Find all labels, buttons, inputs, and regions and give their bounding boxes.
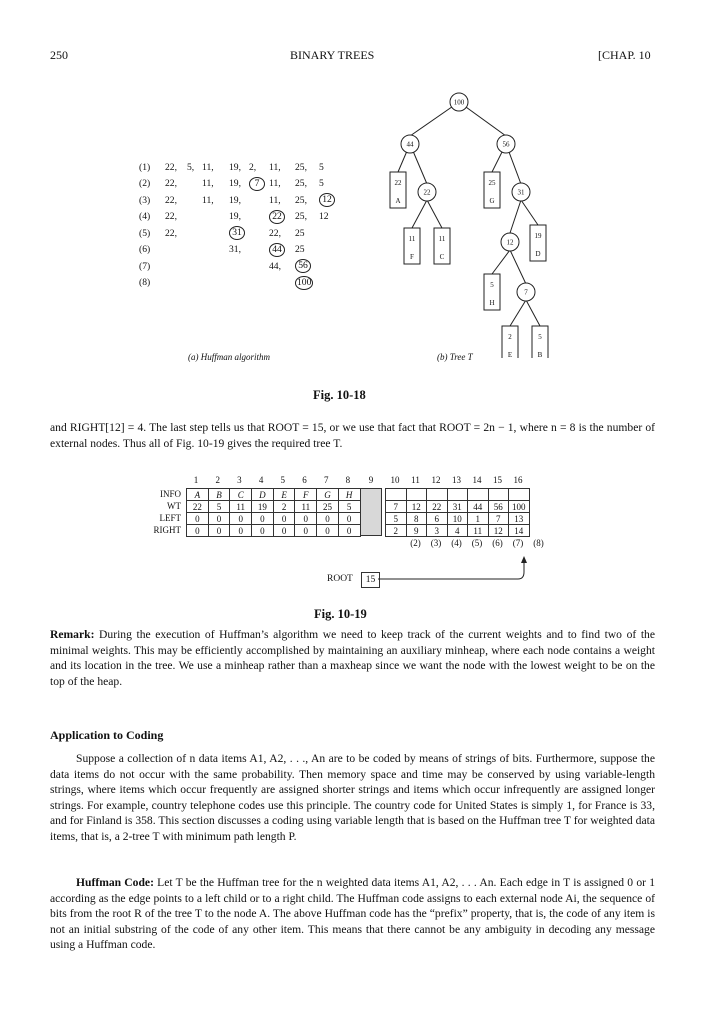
step-cell xyxy=(202,225,229,242)
table-cell: 0 xyxy=(295,525,317,537)
step-cell xyxy=(229,258,249,275)
step-label: (4) xyxy=(139,211,151,223)
step-cell xyxy=(249,242,269,259)
step-label: (2) xyxy=(139,178,151,190)
table-cell: 8 xyxy=(406,513,427,525)
leaf-G-weight: 25 xyxy=(488,179,496,187)
step-cell xyxy=(249,275,269,292)
table-cell: 0 xyxy=(252,513,274,525)
step-cell: 2, xyxy=(249,161,257,173)
table-cell: 14 xyxy=(509,525,530,537)
row-label: WT xyxy=(167,501,181,511)
column-number: 7 xyxy=(323,475,329,485)
table-cell: 22 xyxy=(427,501,448,513)
table-cell: E xyxy=(273,489,295,501)
step-label: (1) xyxy=(139,161,151,173)
step-cell xyxy=(269,275,295,292)
table-cell: D xyxy=(252,489,274,501)
node-12: 12 xyxy=(506,238,514,247)
huffman-step-row xyxy=(139,176,339,193)
table-cell: 0 xyxy=(295,513,317,525)
table-cell: A xyxy=(187,489,209,501)
leaf-D-weight: 19 xyxy=(534,232,542,240)
leaf-B-label: B xyxy=(537,351,543,358)
step-marker: (2) xyxy=(410,538,421,548)
column-number: 9 xyxy=(368,475,374,485)
step-cell xyxy=(165,242,187,259)
step-cell: 22, xyxy=(165,194,177,206)
table-cell: 100 xyxy=(509,501,530,513)
step-cell: 5, xyxy=(187,161,195,173)
table-cell xyxy=(447,489,468,501)
node-31: 31 xyxy=(517,188,525,197)
table-cell: C xyxy=(230,489,252,501)
step-cell xyxy=(202,242,229,259)
node-7: 7 xyxy=(524,288,528,297)
step-cell: 25, xyxy=(295,194,307,206)
column-number: 15 xyxy=(493,475,502,485)
table-cell: 12 xyxy=(406,501,427,513)
table-cell xyxy=(386,489,407,501)
step-cell: 25, xyxy=(295,161,307,173)
node-56: 56 xyxy=(502,140,510,149)
step-label: (7) xyxy=(139,260,151,272)
step-cell xyxy=(295,258,319,275)
table-cell: 5 xyxy=(208,501,230,513)
step-cell: 44, xyxy=(269,260,281,272)
step-cell xyxy=(187,242,202,259)
huffman-step-row xyxy=(139,209,339,226)
step-cell xyxy=(187,275,202,292)
column-number: 1 xyxy=(193,475,199,485)
circled-value: 56 xyxy=(295,259,311,273)
paragraph-coding: Suppose a collection of n data items A1, A2, . . ., An are to be coded by means of strings of bits. Furthermore, suppose the data items do not occur with the same probability. Then memory space and time may be conserved by using variable-length strings, where items which occur frequently are assigned shorter strings and items which occur infrequently are assigned longer strings. For example, country telephone codes use this principle. The country code for United States is simply 1, for France is 33, and for Finland is 358. This section discusses a coding using variable length that is based on the Huffman tree T for weighted data items, that is, a 2-tree T with minimum path length P. xyxy=(50,752,655,843)
table-cell: 0 xyxy=(208,513,230,525)
column-number: 16 xyxy=(513,475,523,485)
table-cell: 19 xyxy=(252,501,274,513)
step-cell xyxy=(249,192,269,209)
table-cell: 7 xyxy=(488,513,509,525)
step-cell: 5 xyxy=(319,161,324,173)
leaf-E-weight: 2 xyxy=(508,333,512,341)
huffman-step-row xyxy=(139,192,339,209)
step-cell xyxy=(319,192,339,209)
step-cell: 5 xyxy=(319,178,324,190)
step-cell: 11, xyxy=(269,194,281,206)
table-cell: 2 xyxy=(273,501,295,513)
table-cell: 22 xyxy=(187,501,209,513)
remark-text: During the execution of Huffman’s algorithm we need to keep track of the current weights and to find two of the minimal weights. This may be efficiently accomplished by maintaining an auxiliary minheap, where each node contains a weight and its location in the tree. We use a minheap rather than a maxheap since we want the node with the lowest weight to be on the top of the heap. xyxy=(50,628,655,688)
step-cell: 12 xyxy=(319,211,329,223)
circled-value: 44 xyxy=(269,243,285,257)
huffman-code-label: Huffman Code: xyxy=(76,876,154,889)
step-cell xyxy=(269,242,295,259)
leaf-H-label: H xyxy=(489,299,495,307)
column-number: 10 xyxy=(390,475,400,485)
chapter-label: [CHAP. 10 xyxy=(598,48,651,62)
step-cell: 25, xyxy=(295,211,307,223)
fig-10-18-caption: Fig. 10-18 xyxy=(313,388,366,402)
step-cell: 22, xyxy=(165,161,177,173)
leaf-D-label: D xyxy=(535,250,541,258)
leaf-C-label: C xyxy=(439,253,445,261)
huffman-step-row xyxy=(139,275,339,292)
step-cell xyxy=(295,275,319,292)
leaf-F-label: F xyxy=(410,253,414,261)
step-cell: 22, xyxy=(165,211,177,223)
leaf-F-weight: 11 xyxy=(408,235,416,243)
step-label: (8) xyxy=(139,277,151,289)
huffman-step-row xyxy=(139,225,339,242)
huffman-code-paragraph xyxy=(50,875,655,953)
column-number: 6 xyxy=(302,475,307,485)
step-cell xyxy=(202,258,229,275)
root-arrow xyxy=(378,556,528,586)
leaf-B-weight: 5 xyxy=(538,333,542,341)
step-cell: 22, xyxy=(165,227,177,239)
root-value: 15 xyxy=(361,572,380,588)
step-cell xyxy=(249,258,269,275)
table-cell: 0 xyxy=(338,513,360,525)
table-cell: 2 xyxy=(386,525,407,537)
step-cell: 19, xyxy=(229,211,241,223)
step-cell xyxy=(187,192,202,209)
table-cell: 0 xyxy=(317,513,339,525)
table-cell: 5 xyxy=(386,513,407,525)
huffman-code-text: Let T be the Huffman tree for the n weighted data items A1, A2, . . . An. Each edge in T is assigned 0 or 1 according as the edge points to a left child or to a right child. The Huffman code assigns to each external node Ai, the sequence of bits from the root R of the tree T to the node A. The above Huffman code has the “prefix” property, that is, the code of any item is not an initial substring of the code of any other item. This means that there cannot be any ambiguity in decoding any message using a Huffman code. xyxy=(50,876,655,952)
step-cell xyxy=(319,275,339,292)
huffman-tree-diagram xyxy=(360,88,570,358)
circled-value: 7 xyxy=(249,177,265,191)
step-cell xyxy=(319,225,339,242)
node-22: 22 xyxy=(423,188,431,197)
step-marker: (4) xyxy=(451,538,462,548)
table-cell: H xyxy=(338,489,360,501)
table-cell: 0 xyxy=(187,513,209,525)
huffman-steps-table xyxy=(139,159,339,291)
circled-value: 22 xyxy=(269,210,285,224)
table-cell: 11 xyxy=(230,501,252,513)
step-cell: 19, xyxy=(229,194,241,206)
table-cell: 9 xyxy=(406,525,427,537)
table-cell: G xyxy=(317,489,339,501)
step-cell xyxy=(229,275,249,292)
root-label: ROOT xyxy=(327,574,353,584)
leaf-E-label: E xyxy=(507,351,513,358)
leaf-A-label: A xyxy=(395,197,401,205)
step-cell: 25 xyxy=(295,227,305,239)
remark-label: Remark: xyxy=(50,628,95,641)
step-cell xyxy=(202,209,229,226)
table-cell: 0 xyxy=(273,513,295,525)
table-cell: 11 xyxy=(295,501,317,513)
circled-value: 100 xyxy=(297,276,312,288)
table-cell: 25 xyxy=(317,501,339,513)
step-marker: (5) xyxy=(471,538,483,548)
step-cell xyxy=(165,258,187,275)
table-cell: 12 xyxy=(488,525,509,537)
huffman-step-row xyxy=(139,159,339,176)
step-cell xyxy=(202,275,229,292)
table-cell: 5 xyxy=(338,501,360,513)
step-cell: 19, xyxy=(229,161,241,173)
step-cell xyxy=(319,258,339,275)
page-number: 250 xyxy=(50,48,68,62)
table-cell: 0 xyxy=(252,525,274,537)
fig-10-19-caption: Fig. 10-19 xyxy=(314,607,367,621)
step-cell: 11, xyxy=(269,161,281,173)
table-cell xyxy=(509,489,530,501)
column-number: 5 xyxy=(280,475,286,485)
column-number: 3 xyxy=(237,475,242,485)
caption-b: (b) Tree T xyxy=(437,352,473,362)
node-44: 44 xyxy=(406,140,414,149)
table-cell: 0 xyxy=(230,513,252,525)
step-cell xyxy=(249,209,269,226)
section-heading: Application to Coding xyxy=(50,728,164,742)
step-cell xyxy=(165,275,187,292)
table-cell: 0 xyxy=(273,525,295,537)
step-cell xyxy=(269,209,295,226)
leaf-H-weight: 5 xyxy=(490,281,494,289)
table-cell: 11 xyxy=(468,525,489,537)
node-100: 100 xyxy=(453,98,465,107)
leaf-C-weight: 11 xyxy=(438,235,446,243)
table-cell xyxy=(488,489,509,501)
step-cell: 22, xyxy=(165,178,177,190)
paragraph-root: and RIGHT[12] = 4. The last step tells us that ROOT = 15, or we use that fact that ROOT = 2n − 1, where n = 8 is the number of external nodes. Thus all of Fig. 10-19 gives the required tree T. xyxy=(50,421,655,450)
step-cell xyxy=(187,225,202,242)
table-cell: 7 xyxy=(386,501,407,513)
leaf-G-label: G xyxy=(489,197,495,205)
step-cell xyxy=(229,225,249,242)
step-marker: (8) xyxy=(533,538,544,548)
table-cell: 31 xyxy=(447,501,468,513)
step-cell: 25, xyxy=(295,178,307,190)
circled-value: 12 xyxy=(319,193,335,207)
table-cell: 0 xyxy=(187,525,209,537)
step-marker: (3) xyxy=(430,538,442,548)
step-cell xyxy=(187,209,202,226)
table-cell: F xyxy=(295,489,317,501)
step-marker: (6) xyxy=(492,538,503,548)
circled-value: 31 xyxy=(229,226,245,240)
running-title: BINARY TREES xyxy=(290,48,375,62)
caption-a: (a) Huffman algorithm xyxy=(188,352,270,362)
step-cell: 25 xyxy=(295,244,305,256)
step-cell: 19, xyxy=(229,178,241,190)
step-label: (6) xyxy=(139,244,151,256)
step-marker: (7) xyxy=(512,538,524,548)
step-cell: 11, xyxy=(202,178,214,190)
table-cell: 44 xyxy=(468,501,489,513)
remark-paragraph xyxy=(50,627,655,689)
step-cell xyxy=(249,176,269,193)
column-number: 13 xyxy=(452,475,461,485)
step-cell: 11, xyxy=(269,178,281,190)
step-cell xyxy=(249,225,269,242)
table-cell xyxy=(427,489,448,501)
table-cell: 4 xyxy=(447,525,468,537)
step-label: (3) xyxy=(139,194,151,206)
row-label: INFO xyxy=(159,489,181,499)
step-cell xyxy=(187,258,202,275)
step-cell: 11, xyxy=(202,194,214,206)
step-cell: 31, xyxy=(229,244,241,256)
table-cell: 13 xyxy=(509,513,530,525)
step-cell xyxy=(187,176,202,193)
table-cell: 6 xyxy=(427,513,448,525)
table-cell: 10 xyxy=(447,513,468,525)
step-cell xyxy=(319,242,339,259)
table-cell: 0 xyxy=(317,525,339,537)
step-cell: 22, xyxy=(269,227,281,239)
row-label: LEFT xyxy=(159,513,181,523)
leaf-A-weight: 22 xyxy=(394,179,402,187)
table-cell xyxy=(468,489,489,501)
huffman-step-row xyxy=(139,258,339,275)
column-number: 2 xyxy=(215,475,220,485)
table-cell: 0 xyxy=(338,525,360,537)
row-label: RIGHT xyxy=(153,525,181,535)
column-number: 8 xyxy=(345,475,351,485)
table-cell: 0 xyxy=(230,525,252,537)
column-number: 14 xyxy=(472,475,482,485)
table-cell: 0 xyxy=(208,525,230,537)
table-cell: 56 xyxy=(488,501,509,513)
step-label: (5) xyxy=(139,227,151,239)
column-number: 4 xyxy=(258,475,264,485)
column-number: 11 xyxy=(411,475,420,485)
huffman-step-row xyxy=(139,242,339,259)
table-cell xyxy=(406,489,427,501)
step-cell: 11, xyxy=(202,161,214,173)
table-cell: B xyxy=(208,489,230,501)
table-cell: 1 xyxy=(468,513,489,525)
column-number: 12 xyxy=(431,475,441,485)
table-cell: 3 xyxy=(427,525,448,537)
